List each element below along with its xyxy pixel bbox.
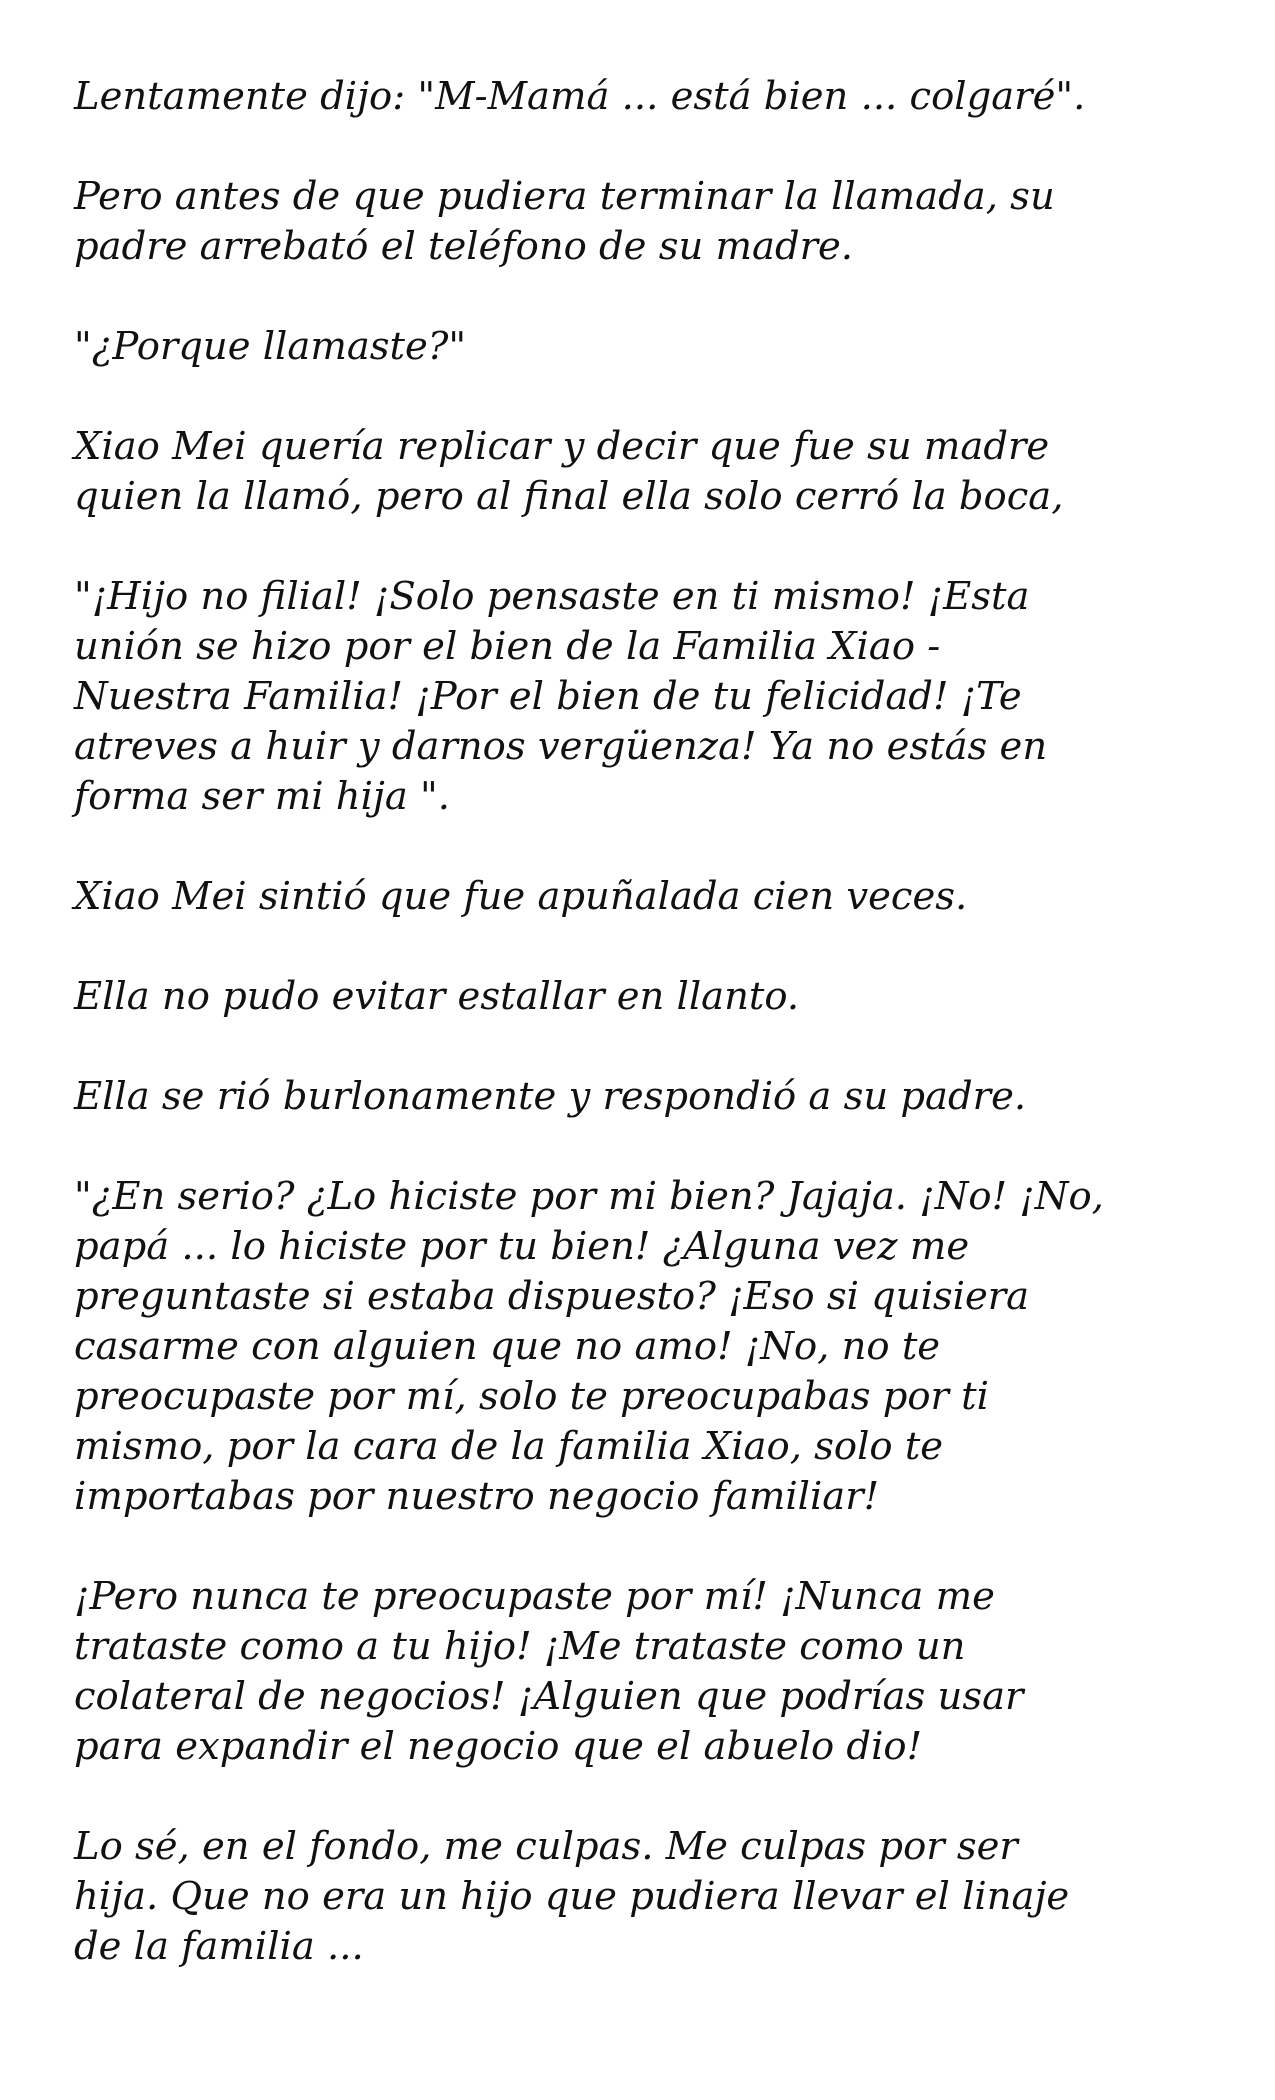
paragraph: "¡Hijo no filial! ¡Solo pensaste en ti mismo! ¡Esta unión se hizo por el bien de la Familia Xiao - Nuestra Familia! ¡Por el bien de tu felicidad! ¡Te atreves a huir y darnos vergüenza! Ya no estás en forma ser mi hija ". (74, 574, 1048, 819)
paragraph: Ella se rió burlonamente y respondió a su padre. (74, 1074, 1027, 1119)
paragraph: "¿Porque llamaste?" (74, 324, 467, 369)
paragraph: "¿En serio? ¿Lo hiciste por mi bien? Jajaja. ¡No! ¡No, papá ... lo hiciste por tu bien! ¿Alguna vez me preguntaste si estaba dispuesto? ¡Eso si quisiera casarme con alguien que no amo! ¡No, no te preocupaste por mí, solo te preocupabas por ti mismo, por la cara de la familia Xiao, solo te importabas por nuestro negocio familiar! (74, 1174, 1104, 1519)
paragraph: Xiao Mei quería replicar y decir que fue su madre quien la llamó, pero al final ella solo cerró la boca, (74, 424, 1064, 519)
paragraph: Xiao Mei sintió que fue apuñalada cien veces. (74, 874, 968, 919)
paragraph: Lo sé, en el fondo, me culpas. Me culpas por ser hija. Que no era un hijo que pudiera llevar el linaje de la familia ... (74, 1824, 1070, 1969)
paragraph: Lentamente dijo: "M-Mamá ... está bien ... colgaré". (74, 74, 1086, 119)
document-body (74, 72, 1214, 1972)
paragraph: Ella no pudo evitar estallar en llanto. (74, 974, 800, 1019)
paragraph: Pero antes de que pudiera terminar la llamada, su padre arrebató el teléfono de su madre. (74, 174, 1055, 269)
paragraph: ¡Pero nunca te preocupaste por mí! ¡Nunca me trataste como a tu hijo! ¡Me trataste como un colateral de negocios! ¡Alguien que podrías usar para expandir el negocio que el abuelo dio! (74, 1574, 1024, 1769)
